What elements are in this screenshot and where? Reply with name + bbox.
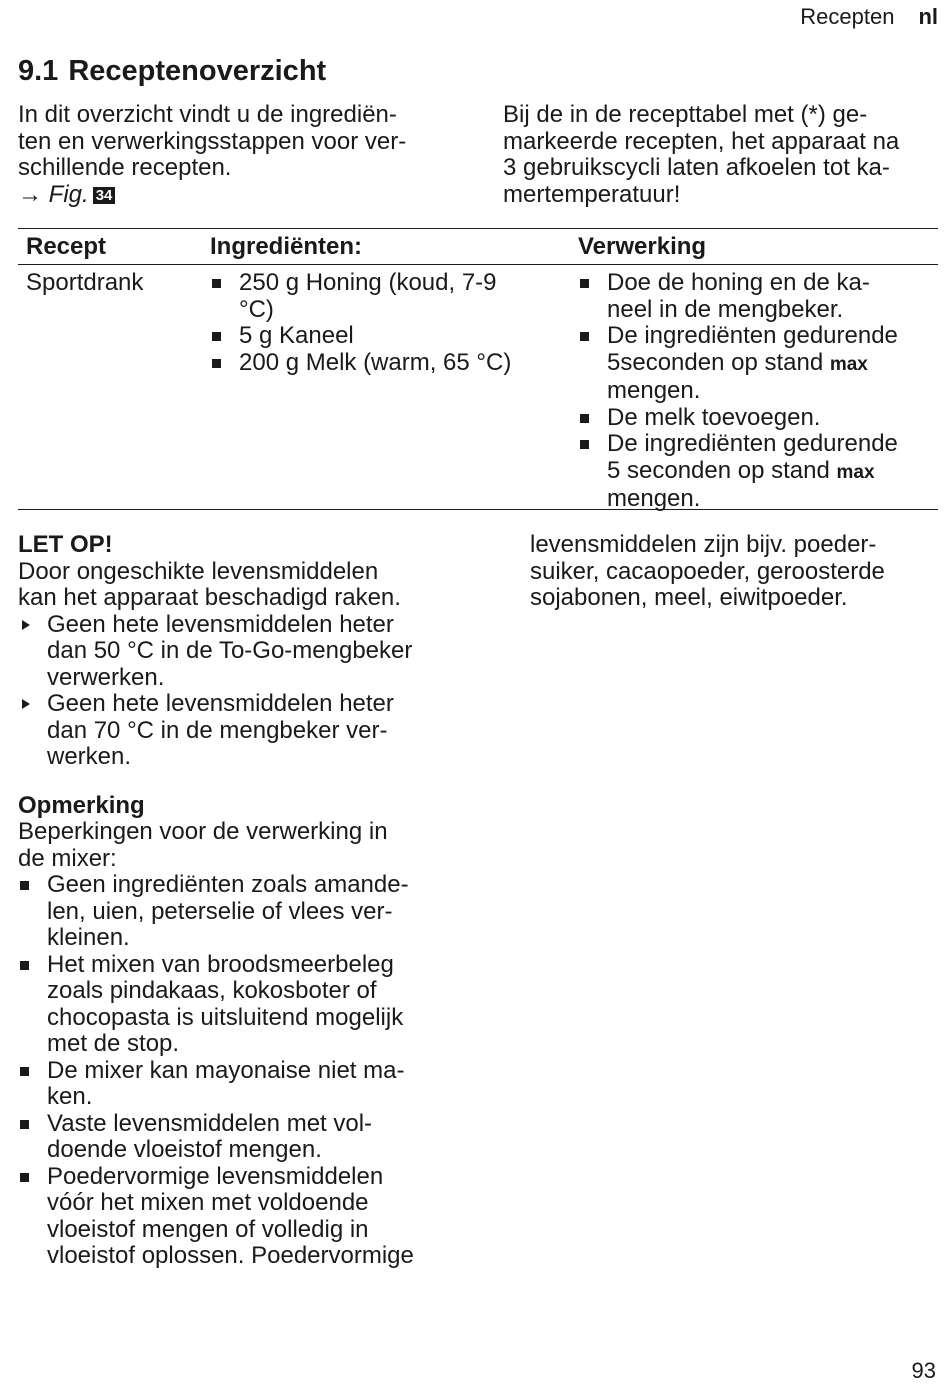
caution-list	[18, 612, 453, 771]
figure-number-badge: 34	[93, 187, 116, 204]
running-header-section: Recepten	[800, 4, 895, 29]
text-line: dan 50 °C in de To-Go-mengbeker	[47, 637, 413, 664]
text-line: 5 g Kaneel	[239, 322, 354, 349]
text-line: °C)	[239, 295, 274, 323]
text-line: mengen.	[607, 485, 701, 512]
text-line: 250 g Honing (koud, 7-9	[239, 269, 497, 296]
text-line: ten en verwerkingsstappen voor ver-	[18, 127, 407, 155]
text-line: De mixer kan mayonaise niet ma-	[47, 1056, 405, 1084]
text-line: Het mixen van broodsmeerbeleg	[47, 950, 394, 978]
max-setting-label: max	[836, 461, 875, 483]
section-title	[18, 55, 326, 87]
left-column	[18, 532, 453, 1270]
text-line: chocopasta is uitsluitend mogelijk	[47, 1003, 404, 1031]
text-line: vloeistof oplossen. Poedervormige	[47, 1242, 414, 1269]
recipe-name: Sportdrank	[26, 269, 144, 296]
text-line: verwerken.	[47, 663, 165, 691]
text-line: levensmiddelen zijn bijv. poeder-	[530, 531, 877, 558]
text-line: Beperkingen voor de verwerking in	[18, 818, 388, 845]
ingredients-cell	[210, 270, 562, 376]
list-item	[18, 872, 453, 952]
text-line: markeerde recepten, het apparaat na	[503, 127, 900, 155]
text-line: Doe de honing en de ka-	[607, 269, 870, 296]
list-item	[210, 350, 562, 377]
list-item	[210, 270, 562, 323]
text-line: schillende recepten.	[18, 154, 232, 181]
list-item	[18, 691, 453, 771]
text-line: De ingrediënten gedurende	[607, 322, 898, 349]
list-item	[578, 405, 938, 432]
text-line: Geen ingrediënten zoals amande-	[47, 871, 409, 898]
list-item	[18, 1111, 453, 1164]
running-header	[800, 4, 938, 30]
list-item	[18, 612, 453, 692]
section-number: 9.1	[18, 55, 59, 87]
text-fragment: 5 seconden op stand	[607, 456, 837, 484]
text-line: De melk toevoegen.	[607, 403, 821, 431]
text-line: dan 70 °C in de mengbeker ver-	[47, 716, 388, 744]
text-line	[607, 350, 938, 379]
text-fragment: 5seconden op stand	[607, 348, 830, 376]
text-line: met de stop.	[47, 1030, 180, 1057]
text-line: 200 g Melk (warm, 65 °C)	[239, 348, 512, 376]
text-line	[607, 458, 938, 487]
text-line: In dit overzicht vindt u de ingrediën-	[18, 101, 397, 128]
note-title: Opmerking	[18, 791, 145, 819]
text-line: Poedervormige levensmiddelen	[47, 1162, 384, 1190]
max-setting-label: max	[829, 353, 868, 375]
list-item	[18, 1058, 453, 1111]
text-line: kleinen.	[47, 924, 130, 951]
running-header-language: nl	[918, 4, 938, 29]
list-item	[578, 270, 938, 323]
table-row	[18, 265, 938, 512]
text-line: Bij de in de recepttabel met (*) ge-	[503, 101, 868, 128]
text-line: vóór het mixen met voldoende	[47, 1189, 369, 1216]
caution-title: LET OP!	[18, 531, 113, 558]
text-line: zoals pindakaas, kokosboter of	[47, 977, 377, 1004]
text-line: Door ongeschikte levensmiddelen	[18, 557, 379, 585]
recipe-table	[18, 228, 938, 510]
page-number: 93	[911, 1358, 936, 1383]
list-item	[578, 431, 938, 513]
text-line: de mixer:	[18, 844, 117, 872]
text-line: suiker, cacaopoeder, geroosterde	[530, 557, 885, 585]
text-line: ken.	[47, 1083, 93, 1110]
column-header-verwerking: Verwerking	[578, 233, 707, 260]
list-item	[18, 1164, 453, 1270]
figure-reference[interactable]	[18, 182, 458, 209]
column-header-recept: Recept	[26, 233, 107, 260]
text-line: werken.	[47, 743, 132, 770]
steps-list	[578, 270, 938, 513]
text-line: Vaste levensmiddelen met vol-	[47, 1109, 373, 1137]
list-item	[578, 323, 938, 405]
column-header-ingredienten: Ingrediënten:	[210, 233, 363, 260]
text-line: 3 gebruikscycli laten afkoelen tot ka-	[503, 154, 890, 181]
text-line: len, uien, peterselie of vlees ver-	[47, 897, 393, 925]
ingredients-list	[210, 270, 562, 376]
note-list	[18, 872, 453, 1270]
text-line: De ingrediënten gedurende	[607, 430, 898, 457]
list-item	[18, 952, 453, 1058]
right-column-continuation	[530, 532, 930, 612]
note-block	[18, 793, 453, 1270]
list-item	[210, 323, 562, 350]
text-line: sojabonen, meel, eiwitpoeder.	[530, 584, 848, 611]
intro-paragraph-left	[18, 102, 458, 208]
text-line: Geen hete levensmiddelen heter	[47, 690, 394, 717]
table-header	[18, 229, 938, 265]
steps-cell	[578, 270, 938, 513]
text-line: mengen.	[607, 377, 701, 404]
figure-reference-label: → Fig.	[18, 180, 89, 208]
text-line: kan het apparaat beschadigd raken.	[18, 584, 401, 611]
text-line: vloeistof mengen of volledig in	[47, 1215, 369, 1243]
text-line: doende vloeistof mengen.	[47, 1136, 322, 1163]
intro-paragraph-right	[503, 102, 938, 208]
text-line: mertemperatuur!	[503, 180, 681, 208]
caution-block	[18, 532, 453, 771]
text-line: Geen hete levensmiddelen heter	[47, 610, 394, 638]
section-title-text: Receptenoverzicht	[68, 55, 327, 87]
text-line: neel in de mengbeker.	[607, 295, 844, 323]
